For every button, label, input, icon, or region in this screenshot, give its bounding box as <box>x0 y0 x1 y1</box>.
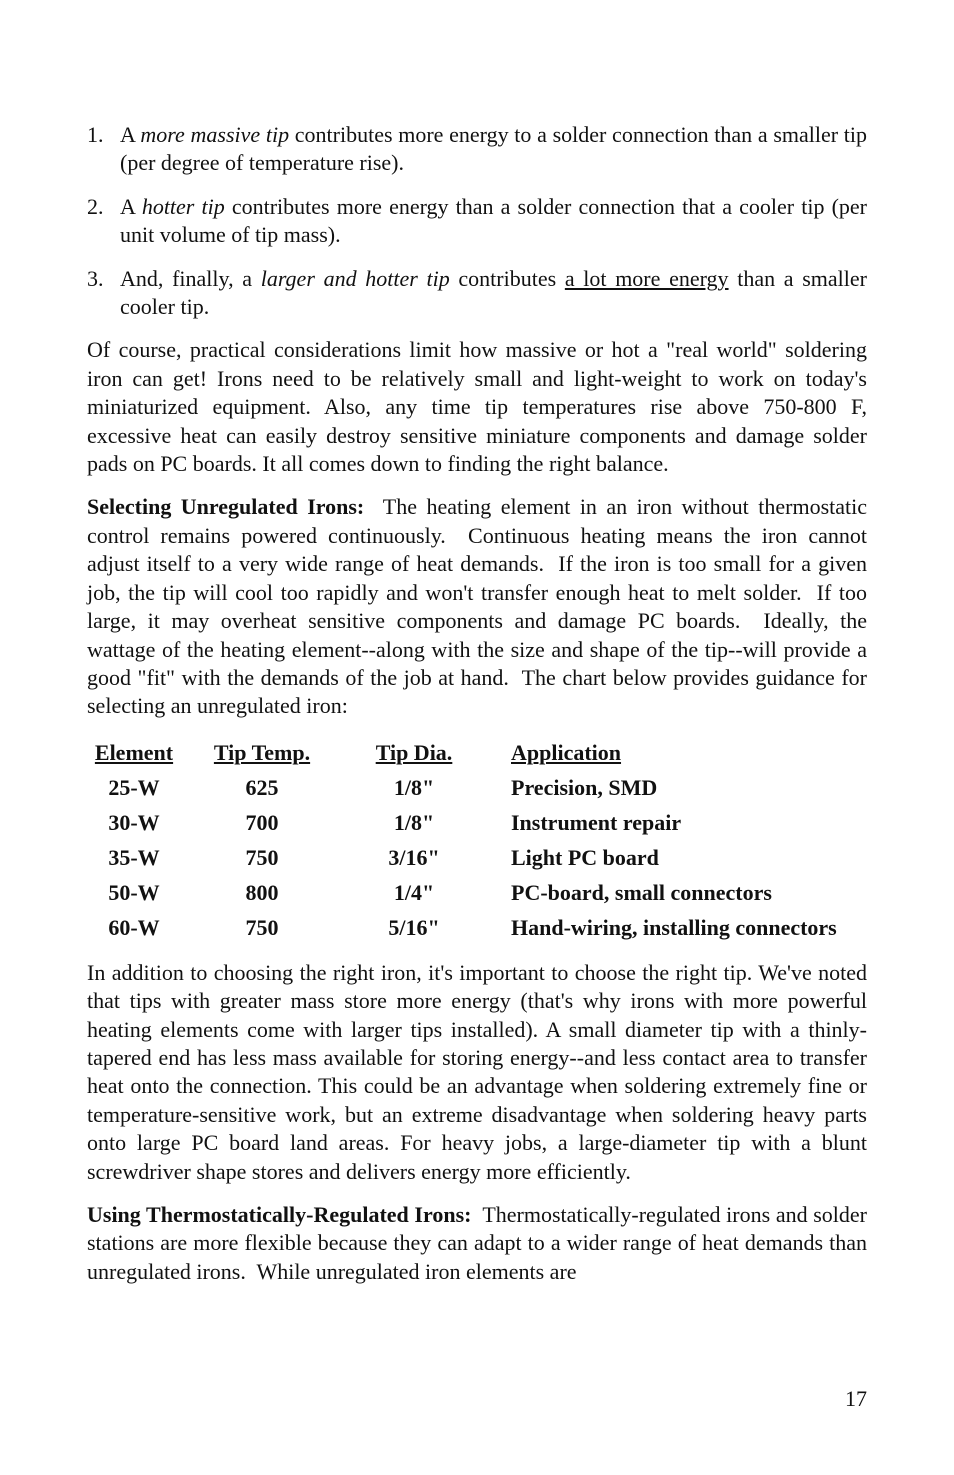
table-row <box>87 841 869 876</box>
list-emphasis: larger and hotter tip <box>260 265 450 291</box>
paragraph-tip-choice: In addition to choosing the right iron, it's important to choose the right tip. We've noted that tips with greater mass store more energy (that's why irons with more powerful heating elements come with larger tips installed). A small diameter tip with a thinly-tapered end has less mass available for storing energy--and less contact area to transfer heat onto the connection. This could be an advantage when soldering extremely fine or temperature-sensitive work, but an extreme disadvantage when soldering heavy parts onto large PC board land areas. For heavy jobs, a large-diameter tip with a blunt screwdriver shape stores and delivers energy more efficiently. <box>87 959 867 1184</box>
numbered-list <box>87 121 867 321</box>
chart-cell-tip-temp: 700 <box>245 810 279 836</box>
chart-cell-tip-temp: 800 <box>245 880 279 906</box>
chart-cell-tip-temp: 750 <box>245 845 279 871</box>
list-underline: a lot more energy <box>564 265 729 291</box>
table-row <box>87 806 869 841</box>
iron-selection-chart <box>87 736 869 946</box>
paragraph-practical: Of course, practical considerations limit how massive or hot a "real world" soldering iron can get! Irons need to be relatively small and light-weight to work on today's miniaturized equipment. Also, any time tip temperatures rise above 750-800 F, excessive heat can easily destroy sensitive miniature components and damage solder pads on PC boards. It all comes down to finding the right balance. <box>87 337 867 477</box>
chart-cell-element: 50-W <box>108 880 160 906</box>
chart-cell-element: 30-W <box>108 810 160 836</box>
chart-column-header: Tip Dia. <box>375 740 453 766</box>
page-content <box>87 121 873 1301</box>
chart-cell-tip-dia: 1/8" <box>393 810 435 836</box>
list-number: 1. <box>87 122 104 147</box>
list-number: 2. <box>87 193 104 219</box>
list-emphasis: more massive tip <box>140 122 290 147</box>
chart-cell-element: 25-W <box>108 775 160 801</box>
section-heading-regulated: Using Thermostatically-Regulated Irons: <box>87 1201 472 1227</box>
paragraph-unregulated <box>87 493 873 720</box>
section-heading-unregulated: Selecting Unregulated Irons: <box>87 494 365 520</box>
chart-column-header: Tip Temp. <box>213 740 311 766</box>
chart-cell-application: Precision, SMD <box>511 775 658 801</box>
list-item <box>87 121 867 178</box>
chart-cell-tip-temp: 625 <box>245 775 279 801</box>
list-number: 3. <box>87 265 104 291</box>
table-row <box>87 911 869 946</box>
chart-cell-tip-dia: 1/8" <box>393 775 435 801</box>
chart-cell-tip-dia: 5/16" <box>388 915 440 941</box>
chart-cell-application: Light PC board <box>511 845 659 871</box>
chart-cell-tip-dia: 1/4" <box>393 880 435 906</box>
chart-column-header: Application <box>511 740 622 766</box>
chart-cell-application: Hand-wiring, installing connectors <box>511 915 837 941</box>
list-emphasis: hotter tip <box>141 193 225 219</box>
chart-cell-tip-temp: 750 <box>245 915 279 941</box>
list-text-post: than a smaller cooler tip. <box>120 265 867 320</box>
list-text-mid: contributes <box>449 265 565 291</box>
list-text-post: contributes more energy to a solder connection than a smaller tip (per degree of temperature rise). <box>120 122 867 176</box>
chart-cell-element: 35-W <box>108 845 160 871</box>
list-text-pre: A <box>120 122 141 147</box>
page-number: 17 <box>845 1386 867 1411</box>
list-text-post: contributes more energy than a solder connection that a cooler tip (per unit volume of tip mass). <box>120 193 867 248</box>
paragraph-regulated-text: Thermostatically-regulated irons and solder stations are more flexible because they can adapt to a wider range of heat demands than unregulated irons. While unregulated iron elements are <box>87 1201 873 1284</box>
list-item <box>87 265 867 322</box>
chart-cell-tip-dia: 3/16" <box>388 845 440 871</box>
table-row <box>87 876 869 911</box>
chart-cell-element: 60-W <box>108 915 160 941</box>
list-text-pre: And, finally, a <box>120 265 261 291</box>
chart-cell-application: Instrument repair <box>511 810 682 836</box>
chart-cell-application: PC-board, small connectors <box>511 880 772 906</box>
paragraph-regulated <box>87 1201 873 1286</box>
list-item <box>87 193 867 250</box>
chart-header-row <box>87 736 869 771</box>
paragraph-unregulated-text: The heating element in an iron without thermostatic control remains powered continuously. Continuous heating means the iron cannot adjust itself to a very wide range of heat demands. If the iron is too small for a given job, the tip will cool too rapidly and won't transfer enough heat to melt solder. If too large, it may overheat sensitive components and damage PC boards. Ideally, the wattage of the heating element--along with the size and shape of the tip--will provide a good "fit" with the demands of the job at hand. The chart below provides guidance for selecting an unregulated iron: <box>87 494 873 719</box>
chart-column-header: Element <box>94 740 174 766</box>
list-text-pre: A <box>120 193 142 219</box>
table-row <box>87 771 869 806</box>
